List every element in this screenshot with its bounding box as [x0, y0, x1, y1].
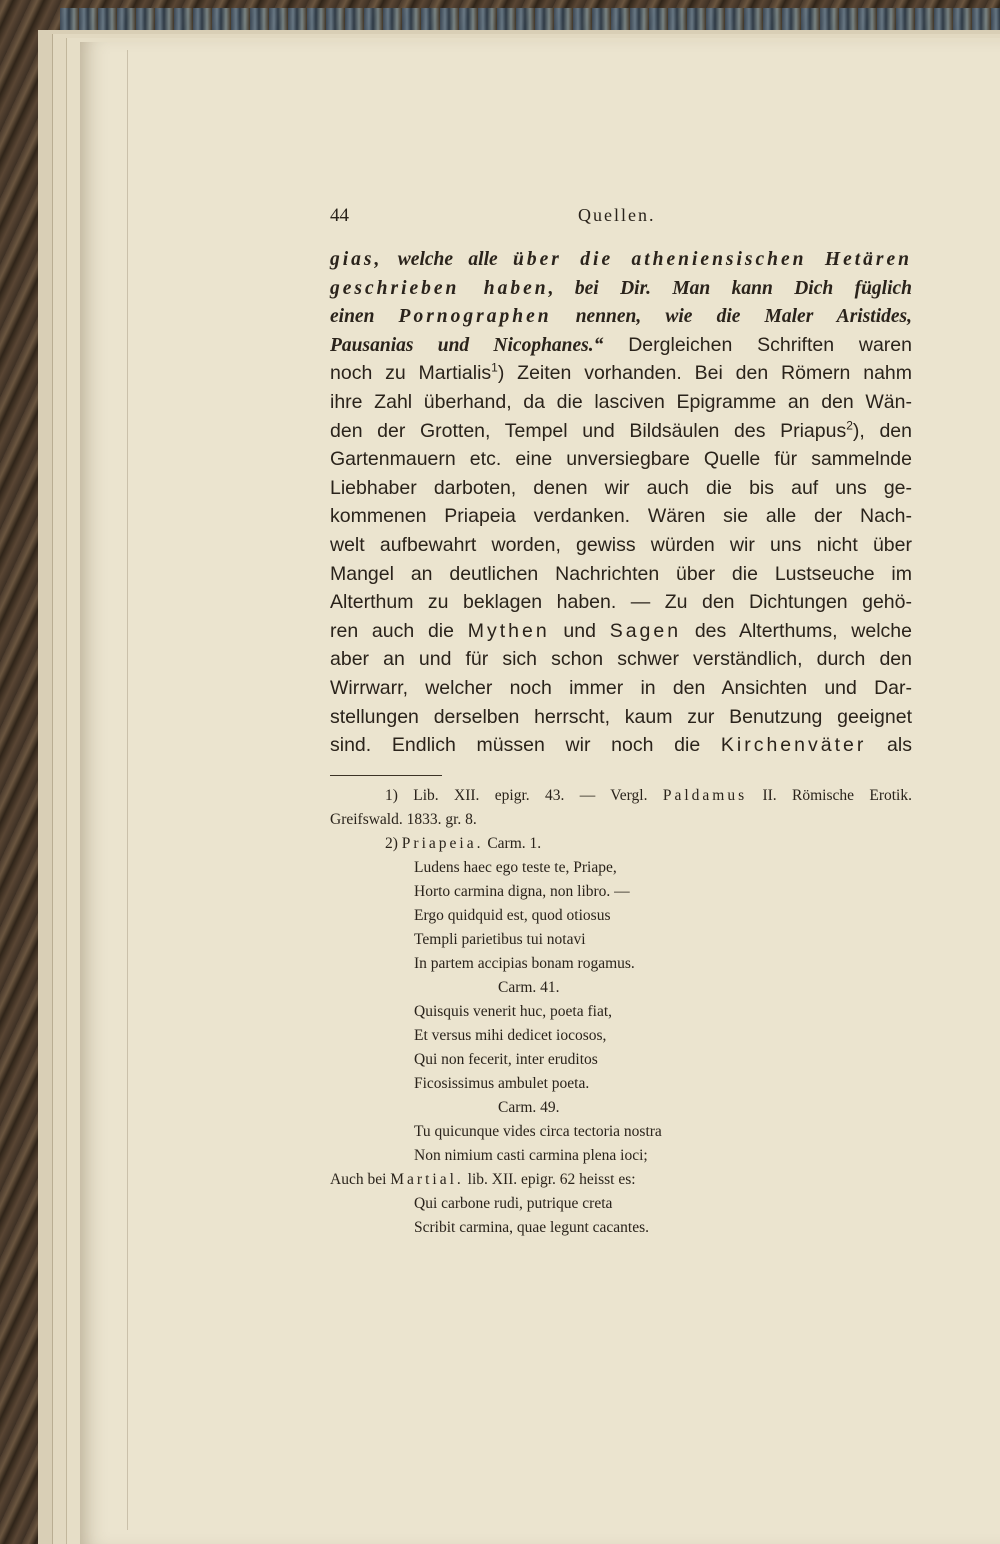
verse-line: Ficosissimus ambulet poeta.	[414, 1075, 590, 1092]
verse-line: Quisquis venerit huc, poeta fiat,	[414, 1003, 613, 1020]
text-line: Alterthum zu beklagen haben. — Zu den Dichtungen gehö-	[330, 591, 912, 614]
text-line: geschrieben haben, bei Dir. Man kann Dich füglich	[330, 277, 912, 299]
verse-line: Qui carbone rudi, putrique creta	[414, 1195, 613, 1212]
verse-line: Horto carmina digna, non libro. —	[414, 883, 630, 900]
footnote-1: 1) Lib. XII. epigr. 43. — Vergl. Paldamus II. Römische Erotik.	[385, 787, 912, 804]
text-line: Mangel an deutlichen Nachrichten über die Lustseuche im	[330, 562, 912, 585]
text-line: Pausanias und Nicophanes.“ Dergleichen Schriften waren	[330, 333, 912, 356]
verse-line: Tu quicunque vides circa tectoria nostra	[414, 1123, 662, 1140]
carmen-heading: Carm. 49.	[498, 1099, 560, 1116]
verse-line: Qui non fecerit, inter eruditos	[414, 1051, 598, 1068]
text-line: Gartenmauern etc. eine unversiegbare Quelle für sammelnde	[330, 448, 912, 471]
footnote-2: 2) Priapeia. Carm. 1.	[385, 835, 542, 852]
text-line: ihre Zahl überhand, da die lasciven Epigramme an den Wän-	[330, 390, 912, 413]
page-header	[330, 205, 912, 233]
martial-reference: Auch bei Martial. lib. XII. epigr. 62 heisst es:	[330, 1171, 636, 1188]
verse-line: Et versus mihi dedicet iocosos,	[414, 1027, 607, 1044]
text-line: stellungen derselben herrscht, kaum zur Benutzung geeignet	[330, 705, 912, 728]
footnote-rule	[330, 775, 442, 776]
verse-line: Non nimium casti carmina plena ioci;	[414, 1147, 648, 1164]
verse-line: Ludens haec ego teste te, Priape,	[414, 859, 617, 876]
text-line: sind. Endlich müssen wir noch die Kirchenväter als	[330, 734, 912, 757]
text-line: Liebhaber darboten, denen wir auch die bis auf uns ge-	[330, 476, 912, 499]
text-line: noch zu Martialis$^1$) Zeiten vorhanden. Bei den Römern nahm	[330, 360, 912, 385]
text-line: den der Grotten, Tempel und Bildsäulen des Priapus$^2$), den	[330, 418, 912, 442]
verse-line: In partem accipias bonam rogamus.	[414, 955, 635, 972]
text-line: kommenen Priapeia verdanken. Wären sie alle der Nach-	[330, 505, 912, 528]
page-number: 44	[330, 205, 349, 226]
carmen-heading: Carm. 41.	[498, 979, 560, 996]
footnote-1-cont: Greifswald. 1833. gr. 8.	[330, 811, 477, 828]
running-head: Quellen.	[578, 205, 656, 225]
text-line: aber an und für sich schon schwer verständlich, durch den	[330, 648, 912, 671]
text-line: Wirrwarr, welcher noch immer in den Ansichten und Dar-	[330, 676, 912, 699]
verse-line: Scribit carmina, quae legunt cacantes.	[414, 1219, 649, 1236]
text-line: einen Pornographen nennen, wie die Maler Aristides,	[330, 306, 912, 328]
text-line: welt aufbewahrt worden, gewiss würden wir uns nicht über	[330, 533, 912, 556]
main-text	[330, 245, 912, 760]
text-line: ren auch die Mythen und Sagen des Alterthums, welche	[330, 619, 912, 642]
page-fold-line	[127, 50, 128, 1530]
verse-line: Ergo quidquid est, quod otiosus	[414, 907, 611, 924]
verse-line: Templi parietibus tui notavi	[414, 931, 586, 948]
footnotes	[330, 784, 912, 1240]
text-line: gias, welche alle über die atheniensischen Hetären	[330, 249, 912, 270]
